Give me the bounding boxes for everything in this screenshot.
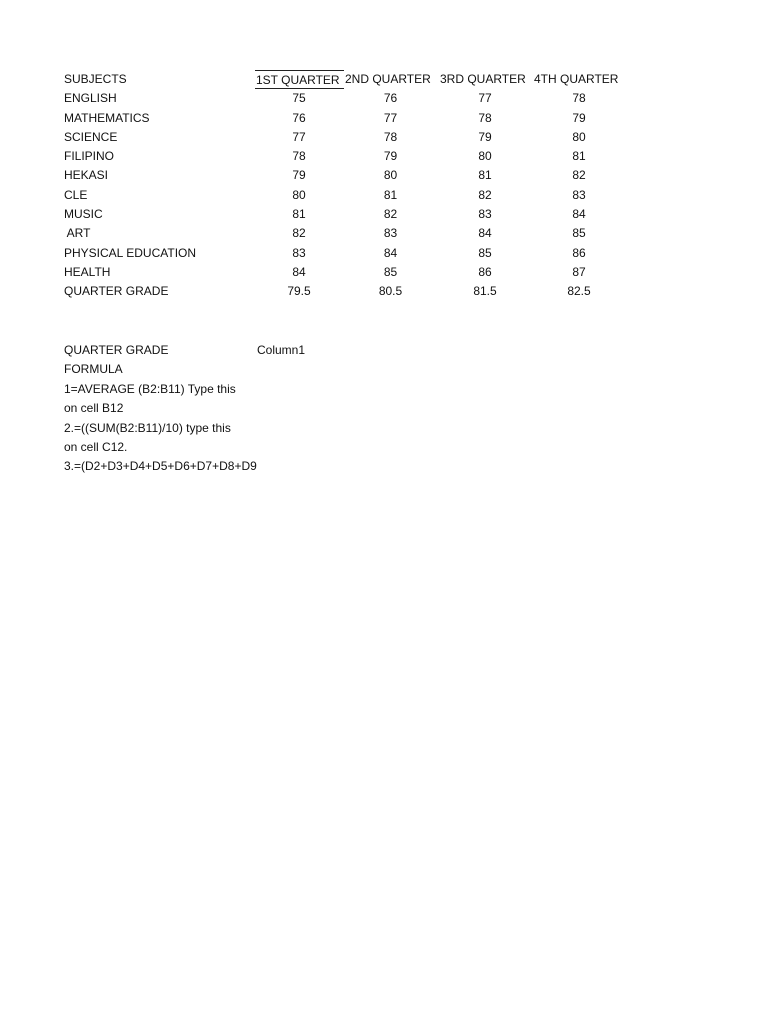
- notes-header-row: [64, 341, 364, 360]
- table-row: [63, 166, 663, 185]
- q3-cell[interactable]: 80: [478, 149, 492, 164]
- q3-cell[interactable]: 86: [478, 264, 492, 279]
- q4-cell[interactable]: 82.5: [567, 284, 591, 299]
- subject-cell[interactable]: QUARTER GRADE: [64, 284, 169, 299]
- note-line[interactable]: FORMULA: [64, 362, 123, 377]
- header-row: [63, 70, 663, 89]
- table-row: [63, 224, 663, 243]
- q2-cell[interactable]: 81: [383, 187, 398, 202]
- q2-cell[interactable]: 78: [383, 129, 398, 144]
- subject-cell[interactable]: MATHEMATICS: [64, 110, 150, 125]
- q3-cell[interactable]: 77: [478, 91, 492, 106]
- q3-cell[interactable]: 82: [478, 187, 492, 202]
- q4-cell[interactable]: 84: [572, 207, 586, 222]
- q2-cell[interactable]: 83: [383, 226, 398, 241]
- q1-cell[interactable]: 75: [292, 91, 306, 106]
- q1-cell[interactable]: 82: [292, 226, 306, 241]
- q1-cell[interactable]: 84: [292, 264, 306, 279]
- q1-cell[interactable]: 79.5: [287, 284, 311, 299]
- q2-cell[interactable]: 76: [383, 91, 398, 106]
- q1-cell[interactable]: 78: [292, 149, 306, 164]
- q3-cell[interactable]: 78: [478, 110, 492, 125]
- q2-cell[interactable]: 77: [383, 110, 398, 125]
- q1-cell[interactable]: 79: [292, 168, 306, 183]
- q3-cell[interactable]: 81: [478, 168, 492, 183]
- table-row: [63, 89, 663, 108]
- subject-cell[interactable]: HEKASI: [64, 168, 109, 183]
- note-line[interactable]: on cell B12: [64, 401, 124, 416]
- header-subjects[interactable]: SUBJECTS: [64, 72, 127, 86]
- q1-cell[interactable]: 81: [292, 207, 306, 222]
- subject-cell[interactable]: CLE: [64, 187, 88, 202]
- q1-cell[interactable]: 80: [292, 187, 306, 202]
- q3-cell[interactable]: 79: [478, 129, 492, 144]
- note-line[interactable]: 1=AVERAGE (B2:B11) Type this: [64, 381, 236, 396]
- q4-cell[interactable]: 78: [572, 91, 586, 106]
- header-1st-quarter[interactable]: 1ST QUARTER: [255, 70, 344, 89]
- header-4th-quarter[interactable]: 4TH QUARTER: [534, 72, 619, 86]
- q3-cell[interactable]: 84: [478, 226, 492, 241]
- table-row: [63, 147, 663, 166]
- table-row: [63, 205, 663, 224]
- q3-cell[interactable]: 83: [478, 207, 492, 222]
- q4-cell[interactable]: 82: [572, 168, 586, 183]
- subject-cell[interactable]: FILIPINO: [64, 149, 115, 164]
- q4-cell[interactable]: 80: [572, 129, 586, 144]
- header-2nd-quarter[interactable]: 2ND QUARTER: [345, 72, 431, 86]
- note-line[interactable]: 3.=(D2+D3+D4+D5+D6+D7+D8+D9: [64, 459, 257, 474]
- q2-cell[interactable]: 85: [383, 264, 398, 279]
- subject-cell[interactable]: MUSIC: [64, 207, 103, 222]
- q4-cell[interactable]: 83: [572, 187, 586, 202]
- q2-cell[interactable]: 82: [383, 207, 398, 222]
- table-row: [63, 109, 663, 128]
- table-row: [63, 244, 663, 263]
- q2-cell[interactable]: 80: [383, 168, 398, 183]
- q1-cell[interactable]: 83: [292, 245, 306, 260]
- grades-table: [63, 70, 663, 302]
- q2-cell[interactable]: 80.5: [378, 284, 403, 299]
- q3-cell[interactable]: 85: [478, 245, 492, 260]
- q3-cell[interactable]: 81.5: [473, 284, 497, 299]
- table-row: [63, 128, 663, 147]
- q1-cell[interactable]: 77: [292, 129, 306, 144]
- q4-cell[interactable]: 81: [572, 149, 586, 164]
- subject-cell[interactable]: ART: [64, 226, 91, 241]
- q4-cell[interactable]: 79: [572, 110, 586, 125]
- note-line[interactable]: on cell C12.: [64, 439, 128, 454]
- table-row: [63, 186, 663, 205]
- quarter-grade-row: [63, 282, 663, 301]
- q4-cell[interactable]: 87: [572, 264, 586, 279]
- table-row: [63, 263, 663, 282]
- notes-title[interactable]: QUARTER GRADE: [64, 343, 169, 357]
- subject-cell[interactable]: ENGLISH: [64, 91, 117, 106]
- q4-cell[interactable]: 86: [572, 245, 586, 260]
- formula-notes: [64, 341, 364, 477]
- subject-cell[interactable]: HEALTH: [64, 264, 111, 279]
- q2-cell[interactable]: 84: [383, 245, 398, 260]
- column1-label[interactable]: Column1: [257, 343, 306, 357]
- subject-cell[interactable]: SCIENCE: [64, 129, 118, 144]
- subject-cell[interactable]: PHYSICAL EDUCATION: [64, 245, 197, 260]
- q4-cell[interactable]: 85: [572, 226, 586, 241]
- header-3rd-quarter[interactable]: 3RD QUARTER: [440, 72, 526, 86]
- q1-cell[interactable]: 76: [292, 110, 306, 125]
- note-line[interactable]: 2.=((SUM(B2:B11)/10) type this: [64, 420, 231, 435]
- q2-cell[interactable]: 79: [383, 149, 398, 164]
